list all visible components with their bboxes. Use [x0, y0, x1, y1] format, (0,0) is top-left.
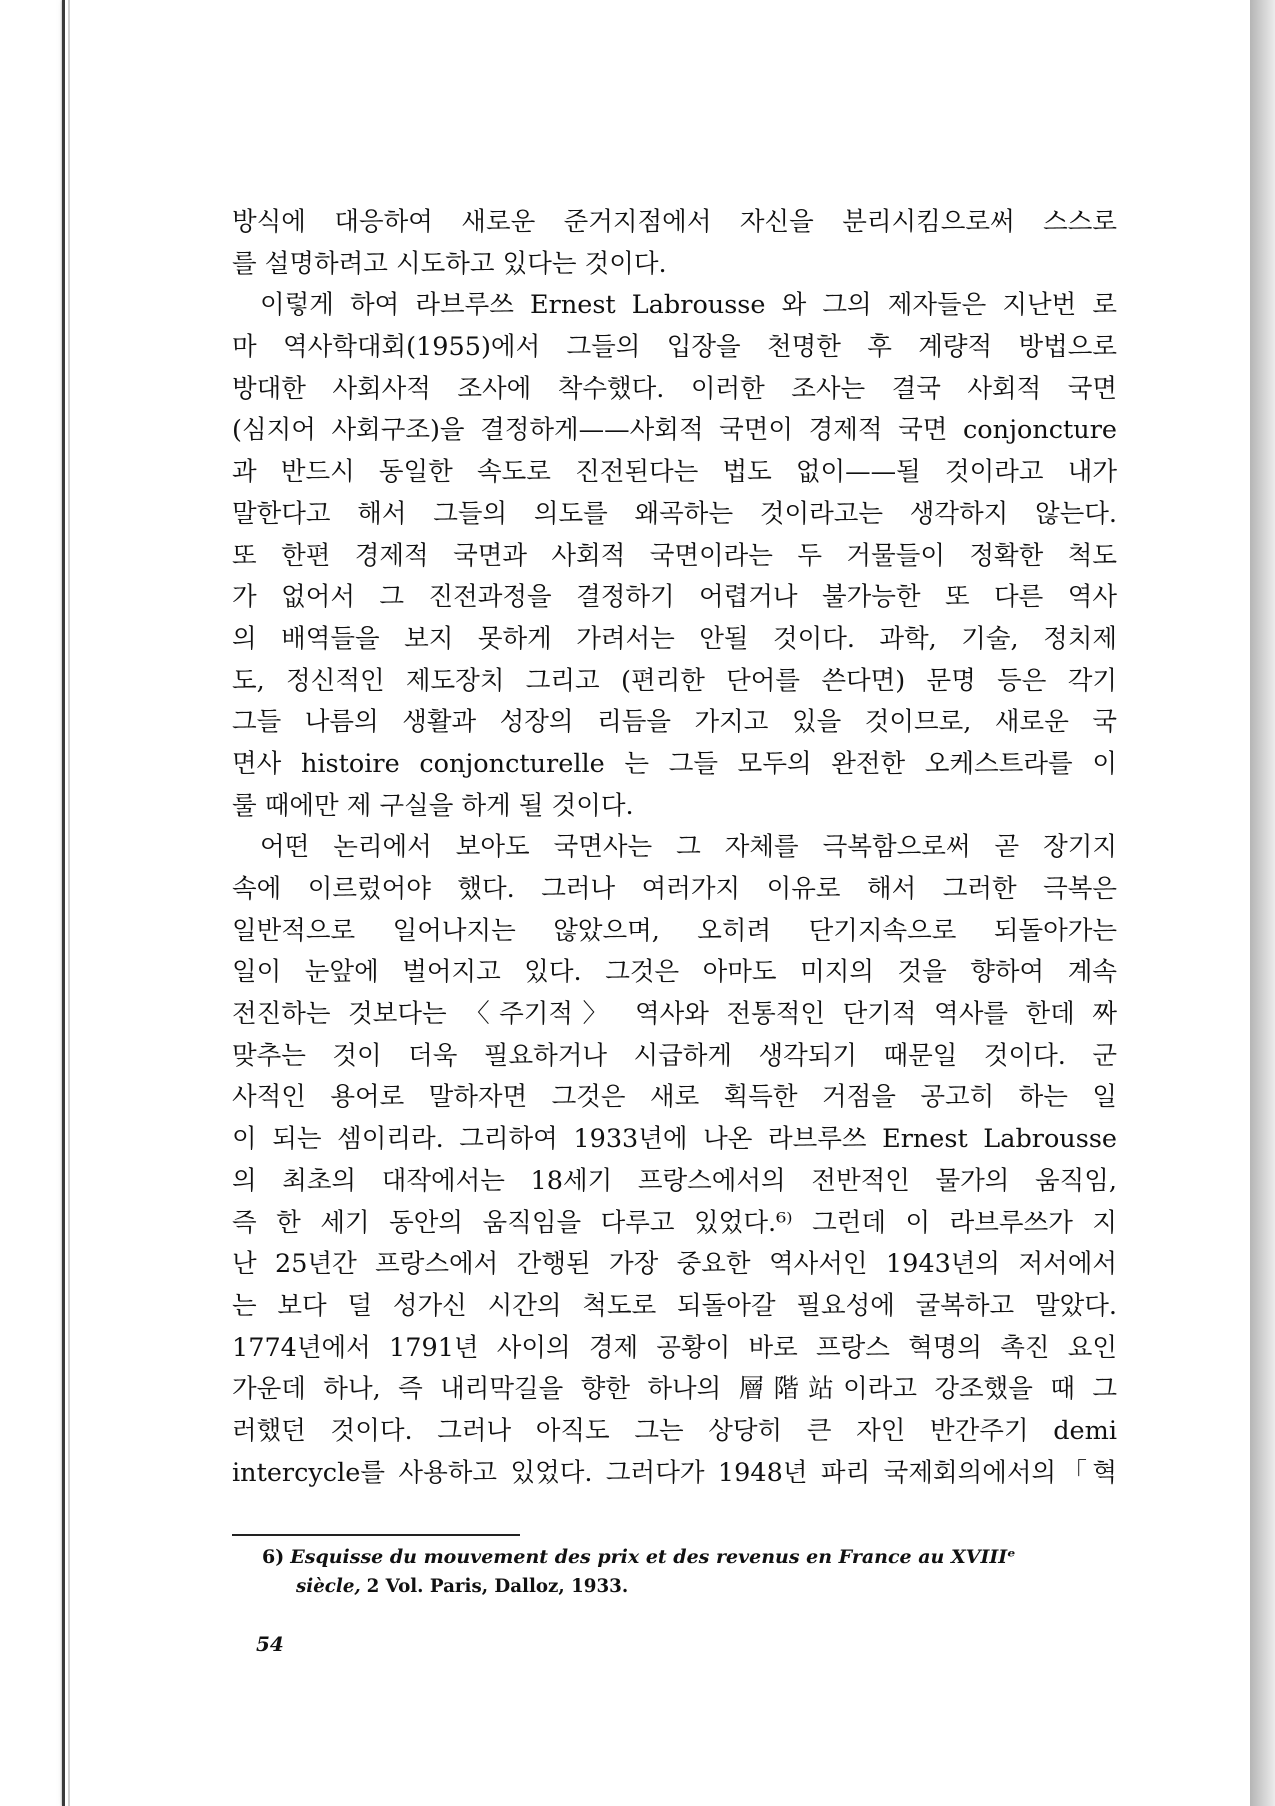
- text-line: 사적인 용어로 말하자면 그것은 새로 획득한 거점을 공고히 하는 일: [232, 1082, 1117, 1113]
- text-line: 는 보다 덜 성가신 시간의 척도로 되돌아갈 필요성에 굴복하고 말았다.: [232, 1290, 1117, 1321]
- text-line: 일반적으로 일어나지는 않았으며, 오히려 단기지속으로 되돌아가는: [232, 915, 1117, 946]
- text-line: 룰 때에만 제 구실을 하게 될 것이다.: [232, 790, 634, 821]
- text-line: 어떤 논리에서 보아도 국면사는 그 자체를 극복함으로써 곧 장기지: [260, 832, 1117, 863]
- text-line: 면사 histoire conjoncturelle 는 그들 모두의 완전한 오케스트라를 이: [232, 748, 1117, 779]
- text-line: 방식에 대응하여 새로운 준거지점에서 자신을 분리시킴으로써 스스로: [232, 207, 1117, 237]
- text-line: 또 한편 경제적 국면과 사회적 국면이라는 두 거물들이 정확한 척도: [232, 540, 1117, 571]
- text-line: 도, 정신적인 제도장치 그리고 (편리한 단어를 쓴다면) 문명 등은 각기: [232, 665, 1117, 696]
- text-line: 방대한 사회사적 조사에 착수했다. 이러한 조사는 결국 사회적 국면: [232, 373, 1117, 404]
- footnote-divider: [232, 1534, 520, 1536]
- text-line: 1774년에서 1791년 사이의 경제 공황이 바로 프랑스 혁명의 촉진 요인: [232, 1332, 1117, 1363]
- footnote-line: [262, 1542, 1112, 1572]
- page-right-shadow: [1250, 0, 1275, 1806]
- text-line: 러했던 것이다. 그러나 아직도 그는 상당히 큰 자인 반간주기 demi: [232, 1415, 1117, 1446]
- text-line: 가운데 하나, 즉 내리막길을 향한 하나의 層階站이라고 강조했을 때 그: [232, 1374, 1117, 1405]
- footnote-title: Esquisse du mouvement des prix et des revenus en France au XVIIIᵉ: [290, 1546, 1016, 1568]
- page-number: 54: [256, 1632, 284, 1656]
- footnote-details: 2 Vol. Paris, Dalloz, 1933.: [366, 1576, 629, 1597]
- footnote-number: 6): [262, 1546, 285, 1568]
- text-line: 의 배역들을 보지 못하게 가려서는 안될 것이다. 과학, 기술, 정치제: [232, 623, 1117, 654]
- text-line: 즉 한 세기 동안의 움직임을 다루고 있었다.⁶⁾ 그런데 이 라브루쓰가 지: [232, 1207, 1117, 1238]
- text-line: 난 25년간 프랑스에서 간행된 가장 중요한 역사서인 1943년의 저서에서: [232, 1249, 1117, 1280]
- text-line: 그들 나름의 생활과 성장의 리듬을 가지고 있을 것이므로, 새로운 국: [232, 707, 1117, 738]
- text-line: 가 없어서 그 진전과정을 결정하기 어렵거나 불가능한 또 다른 역사: [232, 582, 1117, 613]
- text-line: 맞추는 것이 더욱 필요하거나 시급하게 생각되기 때문일 것이다. 군: [232, 1040, 1117, 1071]
- text-line: 이렇게 하여 라브루쓰 Ernest Labrousse 와 그의 제자들은 지난번 로: [260, 290, 1117, 321]
- text-line: 를 설명하려고 시도하고 있다는 것이다.: [232, 248, 667, 279]
- text-line: 속에 이르렀어야 했다. 그러나 여러가지 이유로 해서 그러한 극복은: [232, 874, 1117, 904]
- text-line: 말한다고 해서 그들의 의도를 왜곡하는 것이라고는 생각하지 않는다.: [232, 498, 1117, 529]
- text-line: 마 역사학대회(1955)에서 그들의 입장을 천명한 후 계량적 방법으로: [232, 332, 1117, 363]
- text-line: 이 되는 셈이리라. 그리하여 1933년에 나온 라브루쓰 Ernest Labrousse: [232, 1124, 1117, 1155]
- text-line: 의 최초의 대작에서는 18세기 프랑스에서의 전반적인 물가의 움직임,: [232, 1165, 1117, 1196]
- footnote-title-continued: siècle,: [296, 1576, 361, 1597]
- footnote: [262, 1542, 1112, 1602]
- text-line: 일이 눈앞에 벌어지고 있다. 그것은 아마도 미지의 것을 향하여 계속: [232, 957, 1117, 988]
- page-binding-edge: [68, 0, 70, 1806]
- body-text: [232, 202, 1117, 1494]
- text-line: intercycle를 사용하고 있었다. 그러다가 1948년 파리 국제회의에서의「혁: [232, 1457, 1117, 1488]
- text-line: 전진하는 것보다는 〈주기적〉 역사와 전통적인 단기적 역사를 한데 짜: [232, 999, 1117, 1030]
- text-line: 과 반드시 동일한 속도로 진전된다는 법도 없이——될 것이라고 내가: [232, 457, 1117, 488]
- text-line: (심지어 사회구조)을 결정하게——사회적 국면이 경제적 국면 conjoncture: [232, 415, 1117, 446]
- footnote-line: [262, 1572, 1112, 1602]
